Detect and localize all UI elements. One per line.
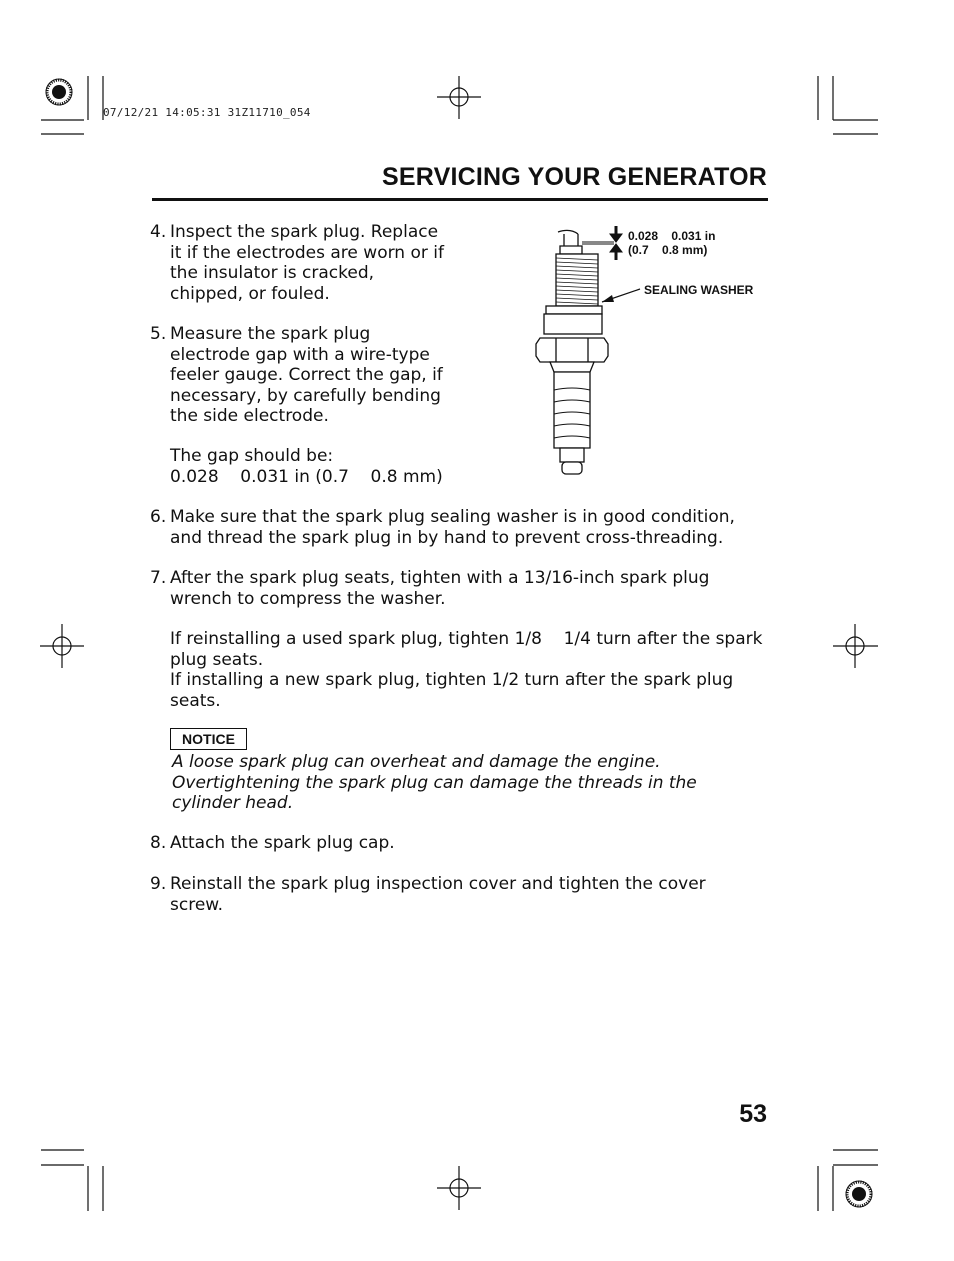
notice-line: cylinder head. bbox=[172, 793, 294, 813]
step-number: 8. bbox=[150, 833, 167, 853]
step-line: necessary, by carefully bending bbox=[170, 385, 441, 406]
step-line: Measure the spark plug bbox=[170, 324, 371, 344]
step-line: feeler gauge. Correct the gap, if bbox=[170, 365, 443, 385]
section-title: SERVICING YOUR GENERATOR bbox=[382, 163, 767, 191]
notice-text bbox=[172, 752, 697, 814]
step-line: Reinstall the spark plug inspection cover and tighten the cover bbox=[170, 874, 706, 894]
reinstall-notes bbox=[170, 629, 762, 711]
print-info: 07/12/21 14:05:31 31Z11710_054 bbox=[103, 106, 311, 119]
step-number: 5. bbox=[150, 324, 167, 344]
step-number: 7. bbox=[150, 568, 167, 588]
notice-line: A loose spark plug can overheat and damage the engine. bbox=[172, 752, 661, 772]
spark-plug-illustration bbox=[520, 222, 760, 482]
step-number: 9. bbox=[150, 874, 167, 894]
step-number: 4. bbox=[150, 222, 167, 242]
step-line: it if the electrodes are worn or if bbox=[170, 242, 444, 263]
step-line: Attach the spark plug cap. bbox=[170, 833, 395, 853]
step-number: 6. bbox=[150, 507, 167, 527]
step-line: wrench to compress the washer. bbox=[170, 588, 446, 609]
step-line: Make sure that the spark plug sealing washer is in good condition, bbox=[170, 507, 735, 527]
step-line: and thread the spark plug in by hand to prevent cross-threading. bbox=[170, 527, 724, 548]
step-line: screw. bbox=[170, 894, 224, 915]
gap-spec-value: 0.028 0.031 in (0.7 0.8 mm) bbox=[170, 466, 443, 487]
step-line: the side electrode. bbox=[170, 406, 329, 426]
reinstall-note-line: seats. bbox=[170, 690, 221, 711]
reinstall-note-line: plug seats. bbox=[170, 649, 264, 670]
title-rule bbox=[152, 198, 768, 201]
step-line: the insulator is cracked, bbox=[170, 263, 375, 283]
gap-spec-heading: The gap should be: bbox=[170, 446, 334, 466]
gap-label bbox=[628, 229, 715, 257]
gap-label-inches: 0.028 0.031 in bbox=[628, 229, 716, 243]
reinstall-note-line: If installing a new spark plug, tighten 1/2 turn after the spark plug bbox=[170, 670, 734, 690]
gap-spec bbox=[170, 446, 443, 487]
gap-label-mm: (0.7 0.8 mm) bbox=[628, 243, 708, 257]
reinstall-note-line: If reinstalling a used spark plug, tighten 1/8 1/4 turn after the spark bbox=[170, 629, 763, 649]
notice-line: Overtightening the spark plug can damage the threads in the bbox=[172, 772, 697, 793]
page-number: 53 bbox=[739, 1100, 767, 1128]
step-line: chipped, or fouled. bbox=[170, 283, 330, 304]
step-line: Inspect the spark plug. Replace bbox=[170, 222, 439, 242]
step-line: electrode gap with a wire-type bbox=[170, 344, 430, 365]
step-line: After the spark plug seats, tighten with a 13/16-inch spark plug bbox=[170, 568, 710, 588]
notice-badge: NOTICE bbox=[170, 728, 247, 750]
washer-label: SEALING WASHER bbox=[644, 283, 754, 297]
